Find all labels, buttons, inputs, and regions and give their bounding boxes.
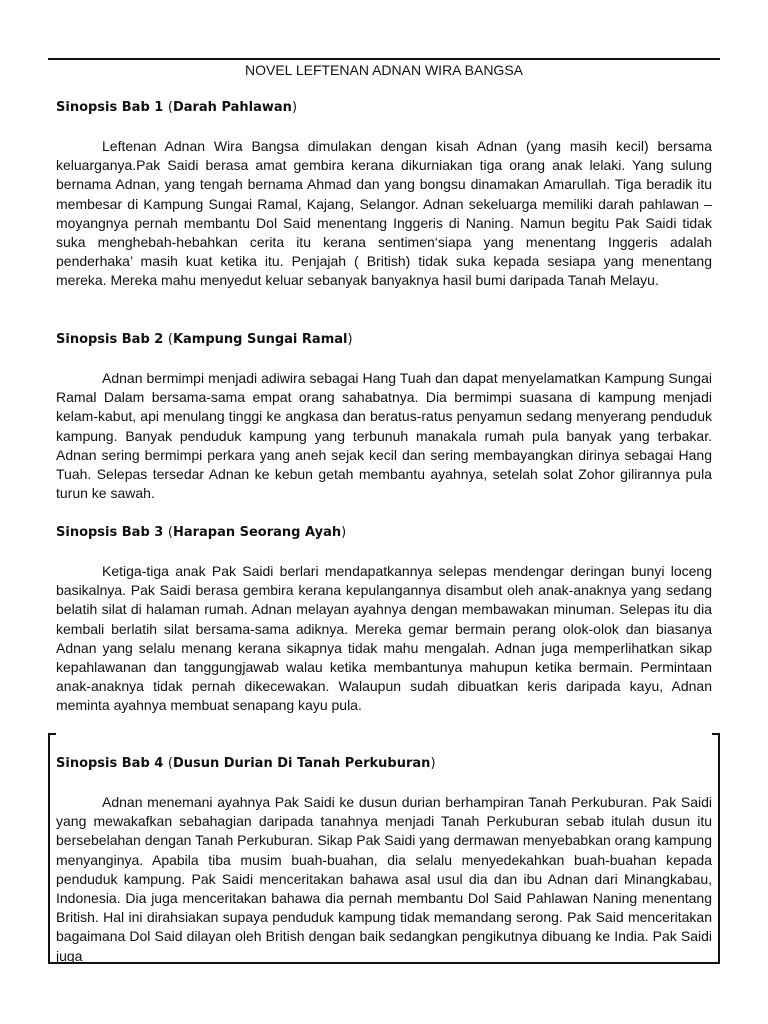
chapter-4-body: Adnan menemani ayahnya Pak Saidi ke dusun durian berhampiran Tanah Perkuburan. Pak Saidi yang mewakafkan sebahagian daripada tanahnya menjadi Tanah Perkuburan sebab itulah dusun itu bersebelahan dengan Tanah Perkuburan. Sikap Pak Saidi yang dermawan menyebabkan orang kampung menyanginya. Apabila tiba musim buah-buahan, dia selalu menyedekahkan buah-buahan kepada penduduk kampung. Pak Saidi menceritakan bahawa asal usul dia dan ibu Adnan dari Minangkabau, Indonesia. Dia juga menceritakan bahawa dia pernah membantu Dol Said Pahlawan Naning menentang British. Hal ini dirahsiakan supaya penduduk kampung tidak memandang serong. Pak Said menceritakan bagaimana Dol Said dilayan oleh British dengan baik sedangkan pengikutnya dibuang ke India. Pak Saidi juga: [56, 794, 712, 964]
heading-prefix: Sinopsis Bab 4: [56, 756, 168, 771]
paren-open: (: [167, 756, 173, 771]
paren-open: (: [167, 525, 173, 540]
chapter-3-body: Ketiga-tiga anak Pak Saidi berlari mendapatkannya selepas mendengar deringan bunyi loceng basikalnya. Pak Saidi berasa gembira kerana kepulangannya disambut oleh anak-anaknya yang sedang belatih silat di halaman rumah. Adnan melayan ayahnya dengan membawakan minuman. Selepas itu dia kembali berlatih silat bersama-sama adiknya. Mereka gemar bermain perang olok-olok dan biasanya Adnan yang selalu menang kerana sikapnya tidak mahu mengalah. Adnan juga memperlihatkan sikap kepahlawanan dan tanggungjawab walau ketika membantunya mahupun ketika bermain. Permintaan anak-anaknya tidak pernah dikecewakan. Walaupun sudah dibuatkan keris daripada kayu, Adnan meminta ayahnya membuat senapang kayu pula.: [56, 563, 712, 714]
heading-title: Dusun Durian Di Tanah Perkuburan: [172, 756, 431, 771]
chapter-1-heading: [56, 100, 712, 116]
paren-close: ): [347, 332, 353, 347]
paren-close: ): [430, 756, 436, 771]
heading-prefix: Sinopsis Bab 3: [56, 525, 168, 540]
chapter-1-body: Leftenan Adnan Wira Bangsa dimulakan dengan kisah Adnan (yang masih kecil) bersama keluarganya.Pak Saidi berasa amat gembira kerana dikurniakan tiga orang anak lelaki. Yang sulung bernama Adnan, yang tengah bernama Ahmad dan yang bongsu dinamakan Amarullah. Tiga beradik itu membesar di Kampung Sungai Ramal, Kajang, Selangor. Adnan sekeluarga memiliki darah pahlawan – moyangnya pernah membantu Dol Said menentang Inggeris di Naning. Namun begitu Pak Saidi tidak suka menghebah-hebahkan cerita itu kerana sentimen‘siapa yang menentang Inggeris adalah penderhaka’ masih kuat ketika itu. Penjajah ( British) tidak suka kepada sesiapa yang menentang mereka. Mereka mahu menyedut keluar sebanyak banyaknya hasil bumi daripada Tanah Melayu.: [56, 138, 712, 289]
paren-close: ): [341, 525, 347, 540]
paren-open: (: [167, 100, 173, 115]
chapter-3-heading: [56, 525, 712, 541]
heading-title: Darah Pahlawan: [172, 100, 292, 115]
chapter-2-body: Adnan bermimpi menjadi adiwira sebagai Hang Tuah dan dapat menyelamatkan Kampung Sungai Ramal Dalam bersama-sama empat orang sahabatnya. Dia bermimpi suasana di kampung menjadi kelam-kabut, api menulang tinggi ke angkasa dan beratus-ratus penyamun sedang menyerang penduduk kampung. Banyak penduduk kampung yang terbunuh manakala rumah pula banyak yang terbakar. Adnan sering bermimpi perkara yang aneh sejak kecil dan sering membayangkan dirinya sebagai Hang Tuah. Selepas tersedar Adnan ke kebun getah membantu ayahnya, setelah solat Zohor gilirannya pula turun ke sawah.: [56, 370, 712, 502]
chapter-4-heading: [56, 756, 712, 772]
top-rule: [48, 58, 720, 60]
paren-open: (: [167, 332, 173, 347]
synopsis-chapter-4: [56, 756, 712, 966]
heading-title: Kampung Sungai Ramal: [172, 332, 348, 347]
document-title: NOVEL LEFTENAN ADNAN WIRA BANGSA: [245, 62, 523, 78]
chapter-2-heading: [56, 332, 712, 348]
synopsis-chapter-1: [56, 100, 712, 291]
heading-prefix: Sinopsis Bab 1: [56, 100, 168, 115]
heading-prefix: Sinopsis Bab 2: [56, 332, 168, 347]
paren-close: ): [291, 100, 298, 115]
synopsis-chapter-2: [56, 332, 712, 503]
heading-title: Harapan Seorang Ayah: [172, 525, 342, 540]
synopsis-chapter-3: [56, 525, 712, 716]
